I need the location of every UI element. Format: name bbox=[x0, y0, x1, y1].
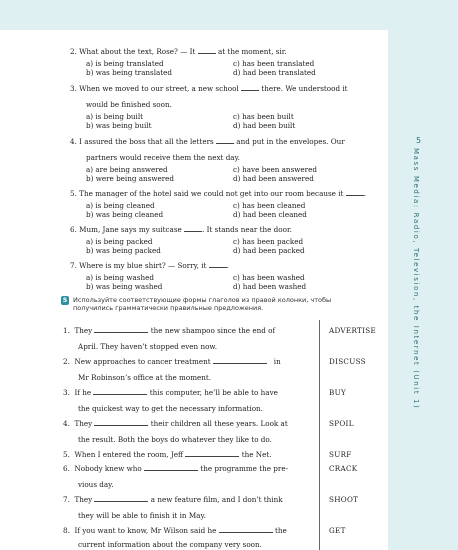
answer-blank[interactable] bbox=[94, 326, 148, 333]
option-a: a) are being answered bbox=[86, 165, 168, 174]
option-a: a) is being built bbox=[86, 112, 144, 121]
option-a: a) is being packed bbox=[86, 237, 153, 246]
option-a: a) is being cleaned bbox=[86, 201, 155, 210]
question-7: 7. Where is my blue shirt? — Sorry, it . bbox=[70, 261, 230, 270]
option-c: c) has been packed bbox=[233, 237, 304, 246]
sentence-3-continued: the quickest way to get the necessary information. bbox=[78, 404, 263, 413]
sentence-6: 6. Nobody knew who the programme the pre- bbox=[63, 464, 288, 473]
option-c: c) has been cleaned bbox=[233, 201, 306, 210]
sentence-1: 1. They the new shampoo since the end of bbox=[63, 326, 276, 335]
answer-blank[interactable] bbox=[185, 450, 239, 457]
column-divider bbox=[319, 320, 320, 550]
option-d: d) had been cleaned bbox=[233, 210, 307, 219]
answer-blank[interactable] bbox=[93, 388, 147, 395]
question-6: 6. Mum, Jane says my suitcase . It stands near the door. bbox=[70, 225, 292, 234]
sentence-3: 3. If he this computer, he’ll be able to have bbox=[63, 388, 278, 397]
verb-keyword: DISCUSS bbox=[329, 357, 366, 366]
sentence-1-continued: April. They haven’t stopped even now. bbox=[78, 342, 217, 351]
question-2: 2. What about the text, Rose? — It at the moment, sir. bbox=[70, 47, 287, 56]
answer-blank[interactable] bbox=[216, 137, 234, 144]
sentence-2-continued: Mr Robinson’s office at the moment. bbox=[78, 373, 212, 382]
answer-blank[interactable] bbox=[213, 357, 267, 364]
sentence-5: 5. When I entered the room, Jeff the Net. bbox=[63, 450, 272, 459]
exercise-number-badge: 5 bbox=[62, 296, 68, 304]
side-band bbox=[388, 0, 458, 550]
sentence-4: 4. They their children all these years. Look at bbox=[63, 419, 288, 428]
option-c: c) has been washed bbox=[233, 273, 305, 282]
option-b: b) was being washed bbox=[86, 282, 163, 291]
unit-side-title: Mass Media: Radio, Television, the Internet (Unit 1) bbox=[412, 148, 420, 410]
option-d: d) had been translated bbox=[233, 68, 316, 77]
sentence-6-continued: vious day. bbox=[78, 480, 114, 489]
option-a: a) is being translated bbox=[86, 59, 164, 68]
option-b: b) was being built bbox=[86, 121, 152, 130]
option-a: a) is being washed bbox=[86, 273, 154, 282]
verb-keyword: SURF bbox=[329, 450, 352, 459]
verb-keyword: BUY bbox=[329, 388, 346, 397]
option-b: b) was being translated bbox=[86, 68, 173, 77]
answer-blank[interactable] bbox=[94, 495, 148, 502]
answer-blank[interactable] bbox=[184, 225, 202, 232]
verb-keyword: ADVERTISE bbox=[329, 326, 377, 335]
answer-blank[interactable] bbox=[219, 526, 273, 533]
option-c: c) has been translated bbox=[233, 59, 315, 68]
page-number: 5 bbox=[416, 136, 422, 145]
answer-blank[interactable] bbox=[241, 84, 259, 91]
sentence-2: 2. New approaches to cancer treatment in bbox=[63, 357, 281, 366]
option-b: b) was being packed bbox=[86, 246, 161, 255]
verb-keyword: GET bbox=[329, 526, 346, 535]
question-4: 4. I assured the boss that all the letters and put in the envelopes. Our bbox=[70, 137, 345, 146]
option-b: b) were being answered bbox=[86, 174, 175, 183]
verb-keyword: SHOOT bbox=[329, 495, 359, 504]
exercise-instruction: Используйте соответствующие формы глаголов из правой колонки, чтобы получились грамматически правильные предложения. bbox=[73, 296, 332, 312]
sentence-8: 8. If you want to know, Mr Wilson said he the bbox=[63, 526, 287, 535]
sentence-7: 7. They a new feature film, and I don’t think bbox=[63, 495, 283, 504]
option-c: c) have been answered bbox=[233, 165, 317, 174]
sentence-7-continued: they will be able to finish it in May. bbox=[78, 511, 206, 520]
option-d: d) had been answered bbox=[233, 174, 314, 183]
option-d: d) had been built bbox=[233, 121, 296, 130]
question-4-continued: partners would receive them the next day. bbox=[86, 153, 240, 162]
answer-blank[interactable] bbox=[346, 189, 364, 196]
sentence-8-continued: current information about the company very soon. bbox=[78, 540, 262, 549]
question-3: 3. When we moved to our street, a new school there. We understood it bbox=[70, 84, 348, 93]
option-d: d) had been washed bbox=[233, 282, 307, 291]
option-d: d) had been packed bbox=[233, 246, 305, 255]
option-b: b) was being cleaned bbox=[86, 210, 164, 219]
question-5: 5. The manager of the hotel said we could not get into our room because it . bbox=[70, 189, 366, 198]
answer-blank[interactable] bbox=[209, 261, 227, 268]
verb-keyword: CRACK bbox=[329, 464, 358, 473]
answer-blank[interactable] bbox=[198, 47, 216, 54]
answer-blank[interactable] bbox=[144, 464, 198, 471]
question-3-continued: would be finished soon. bbox=[86, 100, 172, 109]
verb-keyword: SPOIL bbox=[329, 419, 354, 428]
answer-blank[interactable] bbox=[94, 419, 148, 426]
sentence-4-continued: the result. Both the boys do whatever they like to do. bbox=[78, 435, 272, 444]
option-c: c) has been built bbox=[233, 112, 294, 121]
